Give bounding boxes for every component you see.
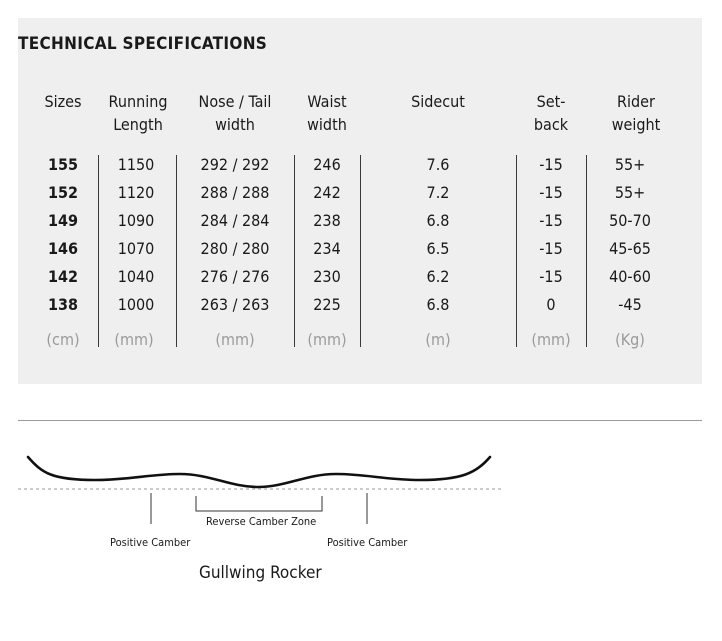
board-profile-line (28, 457, 490, 487)
cell-setback: -15 (539, 239, 563, 258)
cell-rider-weight: 45-65 (609, 239, 651, 258)
header-running-length: Running Length (108, 92, 168, 134)
reverse-camber-bracket (196, 496, 322, 511)
cell-setback: 0 (546, 295, 556, 314)
cell-nose-tail: 284 / 284 (200, 211, 270, 230)
header-nose-tail: Nose / Tail width (198, 92, 272, 134)
column-divider (360, 155, 361, 347)
specs-title: TECHNICAL SPECIFICATIONS (18, 34, 268, 54)
cell-setback: -15 (539, 183, 563, 202)
column-divider (294, 155, 295, 347)
unit-sidecut: (m) (425, 330, 451, 349)
cell-sidecut: 6.5 (426, 239, 450, 258)
header-sidecut: Sidecut (411, 92, 465, 111)
cell-waist: 246 (313, 155, 341, 174)
cell-running-length: 1150 (117, 155, 155, 174)
cell-size: 142 (47, 267, 79, 286)
cell-sidecut: 7.6 (426, 155, 450, 174)
cell-size: 152 (47, 183, 79, 202)
cell-running-length: 1040 (117, 267, 155, 286)
cell-sidecut: 6.8 (426, 211, 450, 230)
column-divider (176, 155, 177, 347)
cell-running-length: 1120 (117, 183, 155, 202)
cell-size: 138 (47, 295, 79, 314)
cell-rider-weight: 55+ (614, 155, 646, 174)
cell-nose-tail: 276 / 276 (200, 267, 270, 286)
unit-sizes: (cm) (46, 330, 80, 349)
cell-waist: 225 (313, 295, 341, 314)
profile-name: Gullwing Rocker (199, 563, 322, 583)
cell-nose-tail: 288 / 288 (200, 183, 270, 202)
unit-rider-weight: (Kg) (615, 330, 645, 349)
cell-nose-tail: 263 / 263 (200, 295, 270, 314)
cell-waist: 234 (313, 239, 341, 258)
cell-rider-weight: 40-60 (609, 267, 651, 286)
positive-camber-label-right: Positive Camber (327, 536, 408, 549)
cell-sidecut: 6.8 (426, 295, 450, 314)
cell-rider-weight: 50-70 (609, 211, 651, 230)
cell-sidecut: 7.2 (426, 183, 450, 202)
header-setback: Set- back (533, 92, 569, 134)
cell-nose-tail: 280 / 280 (200, 239, 270, 258)
section-divider (18, 420, 702, 421)
cell-nose-tail: 292 / 292 (200, 155, 270, 174)
unit-waist: (mm) (307, 330, 347, 349)
column-divider (98, 155, 99, 347)
gullwing-rocker-profile-diagram (0, 440, 722, 540)
cell-waist: 242 (313, 183, 341, 202)
column-divider (586, 155, 587, 347)
cell-size: 146 (47, 239, 79, 258)
cell-setback: -15 (539, 211, 563, 230)
header-sizes: Sizes (44, 92, 82, 111)
unit-setback: (mm) (531, 330, 571, 349)
cell-waist: 230 (313, 267, 341, 286)
cell-rider-weight: 55+ (614, 183, 646, 202)
unit-nose-tail: (mm) (215, 330, 255, 349)
cell-running-length: 1070 (117, 239, 155, 258)
unit-running-length: (mm) (114, 330, 154, 349)
cell-running-length: 1000 (117, 295, 155, 314)
header-rider-weight: Rider weight (611, 92, 661, 134)
cell-setback: -15 (539, 267, 563, 286)
cell-rider-weight: -45 (618, 295, 642, 314)
cell-size: 149 (47, 211, 79, 230)
cell-running-length: 1090 (117, 211, 155, 230)
cell-sidecut: 6.2 (426, 267, 450, 286)
cell-waist: 238 (313, 211, 341, 230)
reverse-camber-zone-label: Reverse Camber Zone (206, 515, 317, 528)
positive-camber-label-left: Positive Camber (110, 536, 191, 549)
cell-setback: -15 (539, 155, 563, 174)
column-divider (516, 155, 517, 347)
cell-size: 155 (47, 155, 79, 174)
header-waist: Waist width (307, 92, 347, 134)
